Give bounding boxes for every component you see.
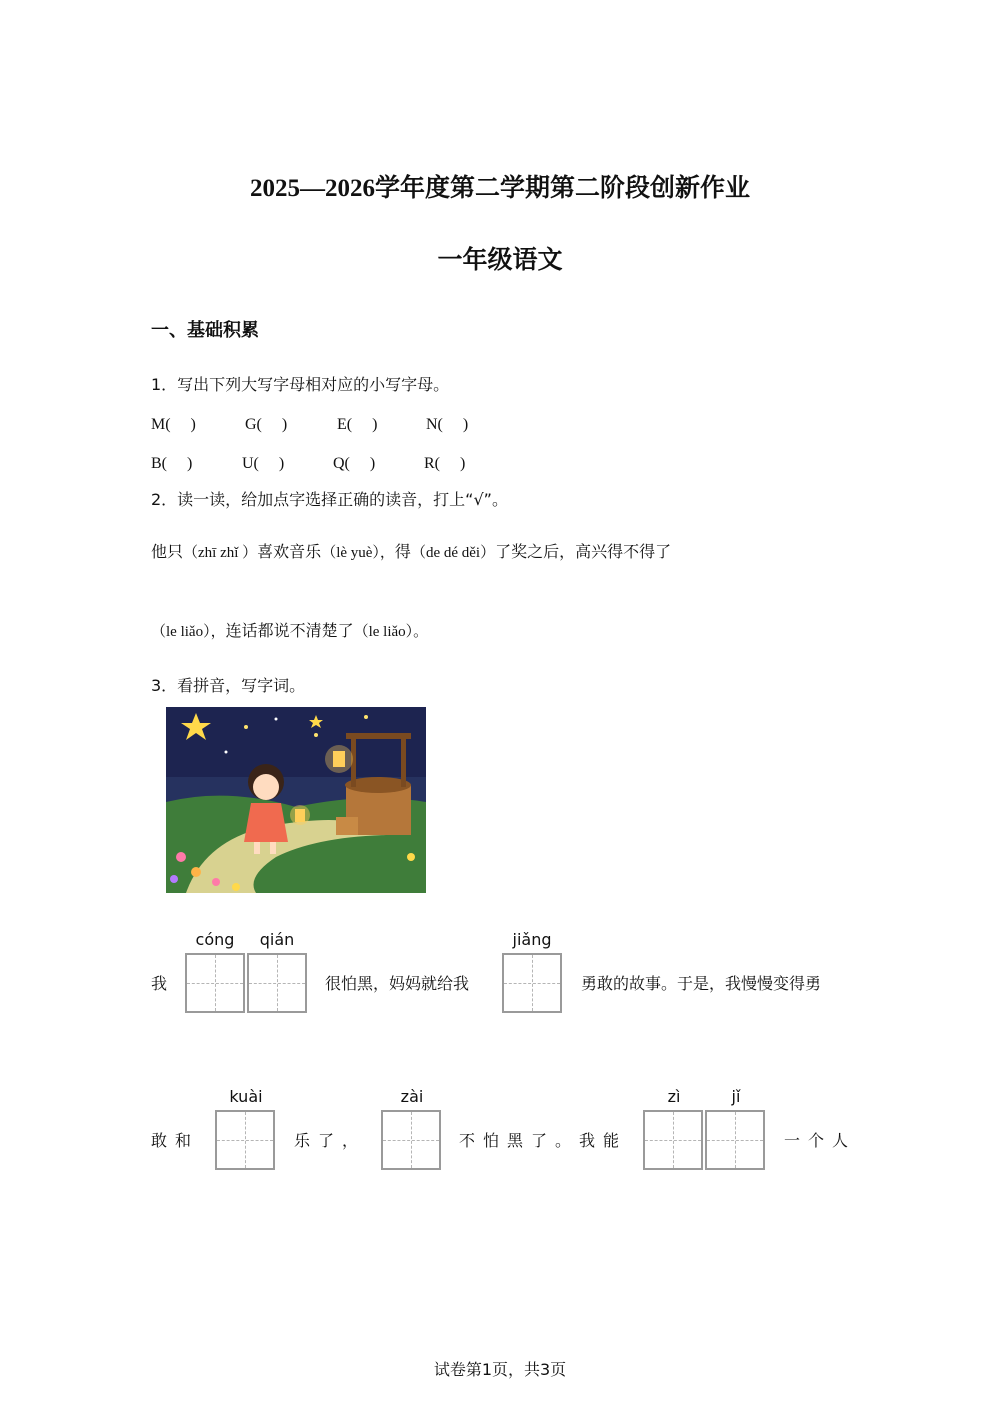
letter-blank[interactable]: U( ) [242, 455, 285, 472]
pinyin-options[interactable]: （le liǎo）， [151, 624, 226, 640]
q3-line1-word1: 我 [151, 974, 168, 993]
writing-grid-cell[interactable] [705, 1110, 765, 1170]
question-2-prompt: 2．读一读，给加点字选择正确的读音，打上“√”。 [151, 490, 508, 509]
illustration-girl-lantern-well-night [166, 707, 426, 893]
pinyin-label: kuài [229, 1087, 263, 1106]
page-subtitle: 一年级语文 [437, 245, 563, 274]
letter-blank[interactable]: M( ) [151, 416, 196, 433]
pinyin-label: cóng [195, 930, 235, 949]
sentence-text: 了奖之后，高兴得不得了 [495, 542, 672, 561]
page-footer: 试卷第1页，共3页 [433, 1360, 567, 1379]
section-heading: 一、基础积累 [151, 320, 259, 341]
letter-blank[interactable]: E( ) [337, 416, 378, 433]
writing-grid-cell[interactable] [643, 1110, 703, 1170]
letter-blank[interactable]: Q( ) [333, 455, 376, 472]
pinyin-label: jǐ [731, 1087, 741, 1106]
writing-grid-cell[interactable] [502, 953, 562, 1013]
letter-blank[interactable]: G( ) [245, 416, 288, 433]
q3-line2-word4: 一个人 [784, 1131, 857, 1150]
letter-blank[interactable]: B( ) [151, 455, 193, 472]
q3-line2-word1: 敢和 [151, 1131, 200, 1150]
question-3-prompt: 3．看拼音，写字词。 [151, 676, 306, 695]
letter-blank[interactable]: R( ) [424, 455, 466, 472]
q3-line2-word2: 乐了， [294, 1131, 367, 1150]
q3-line1-word3: 勇敢的故事。于是，我慢慢变得勇 [581, 974, 822, 993]
pinyin-label: zài [400, 1087, 424, 1106]
pinyin-options[interactable]: （lè yuè）， [321, 545, 395, 561]
question-2-line-1 [151, 539, 671, 562]
sentence-text: 得 [394, 542, 411, 561]
writing-grid-cell[interactable] [215, 1110, 275, 1170]
pinyin-options[interactable]: （zhī zhǐ ） [183, 545, 258, 561]
sentence-text: 他只 [151, 542, 184, 561]
q3-line1-word2: 很怕黑，妈妈就给我 [325, 974, 470, 993]
pinyin-label: qián [259, 930, 295, 949]
question-1-prompt: 1．写出下列大写字母相对应的小写字母。 [151, 375, 450, 394]
writing-grid-cell[interactable] [381, 1110, 441, 1170]
q3-line2-word3: 不怕黑了。我能 [459, 1131, 628, 1150]
page-title: 2025—2026学年度第二学期第二阶段创新作业 [249, 175, 750, 202]
pinyin-options[interactable]: （le liǎo）。 [353, 624, 429, 640]
writing-grid-cell[interactable] [185, 953, 245, 1013]
writing-grid-cell[interactable] [247, 953, 307, 1013]
pinyin-options[interactable]: （de dé děi） [410, 545, 496, 561]
pinyin-label: zì [667, 1087, 681, 1106]
sentence-text: 连话都说不清楚了 [225, 621, 354, 640]
question-2-line-2 [151, 618, 428, 641]
pinyin-label: jiǎng [512, 930, 552, 949]
sentence-text: 喜欢音乐 [257, 542, 322, 561]
letter-blank[interactable]: N( ) [426, 416, 469, 433]
